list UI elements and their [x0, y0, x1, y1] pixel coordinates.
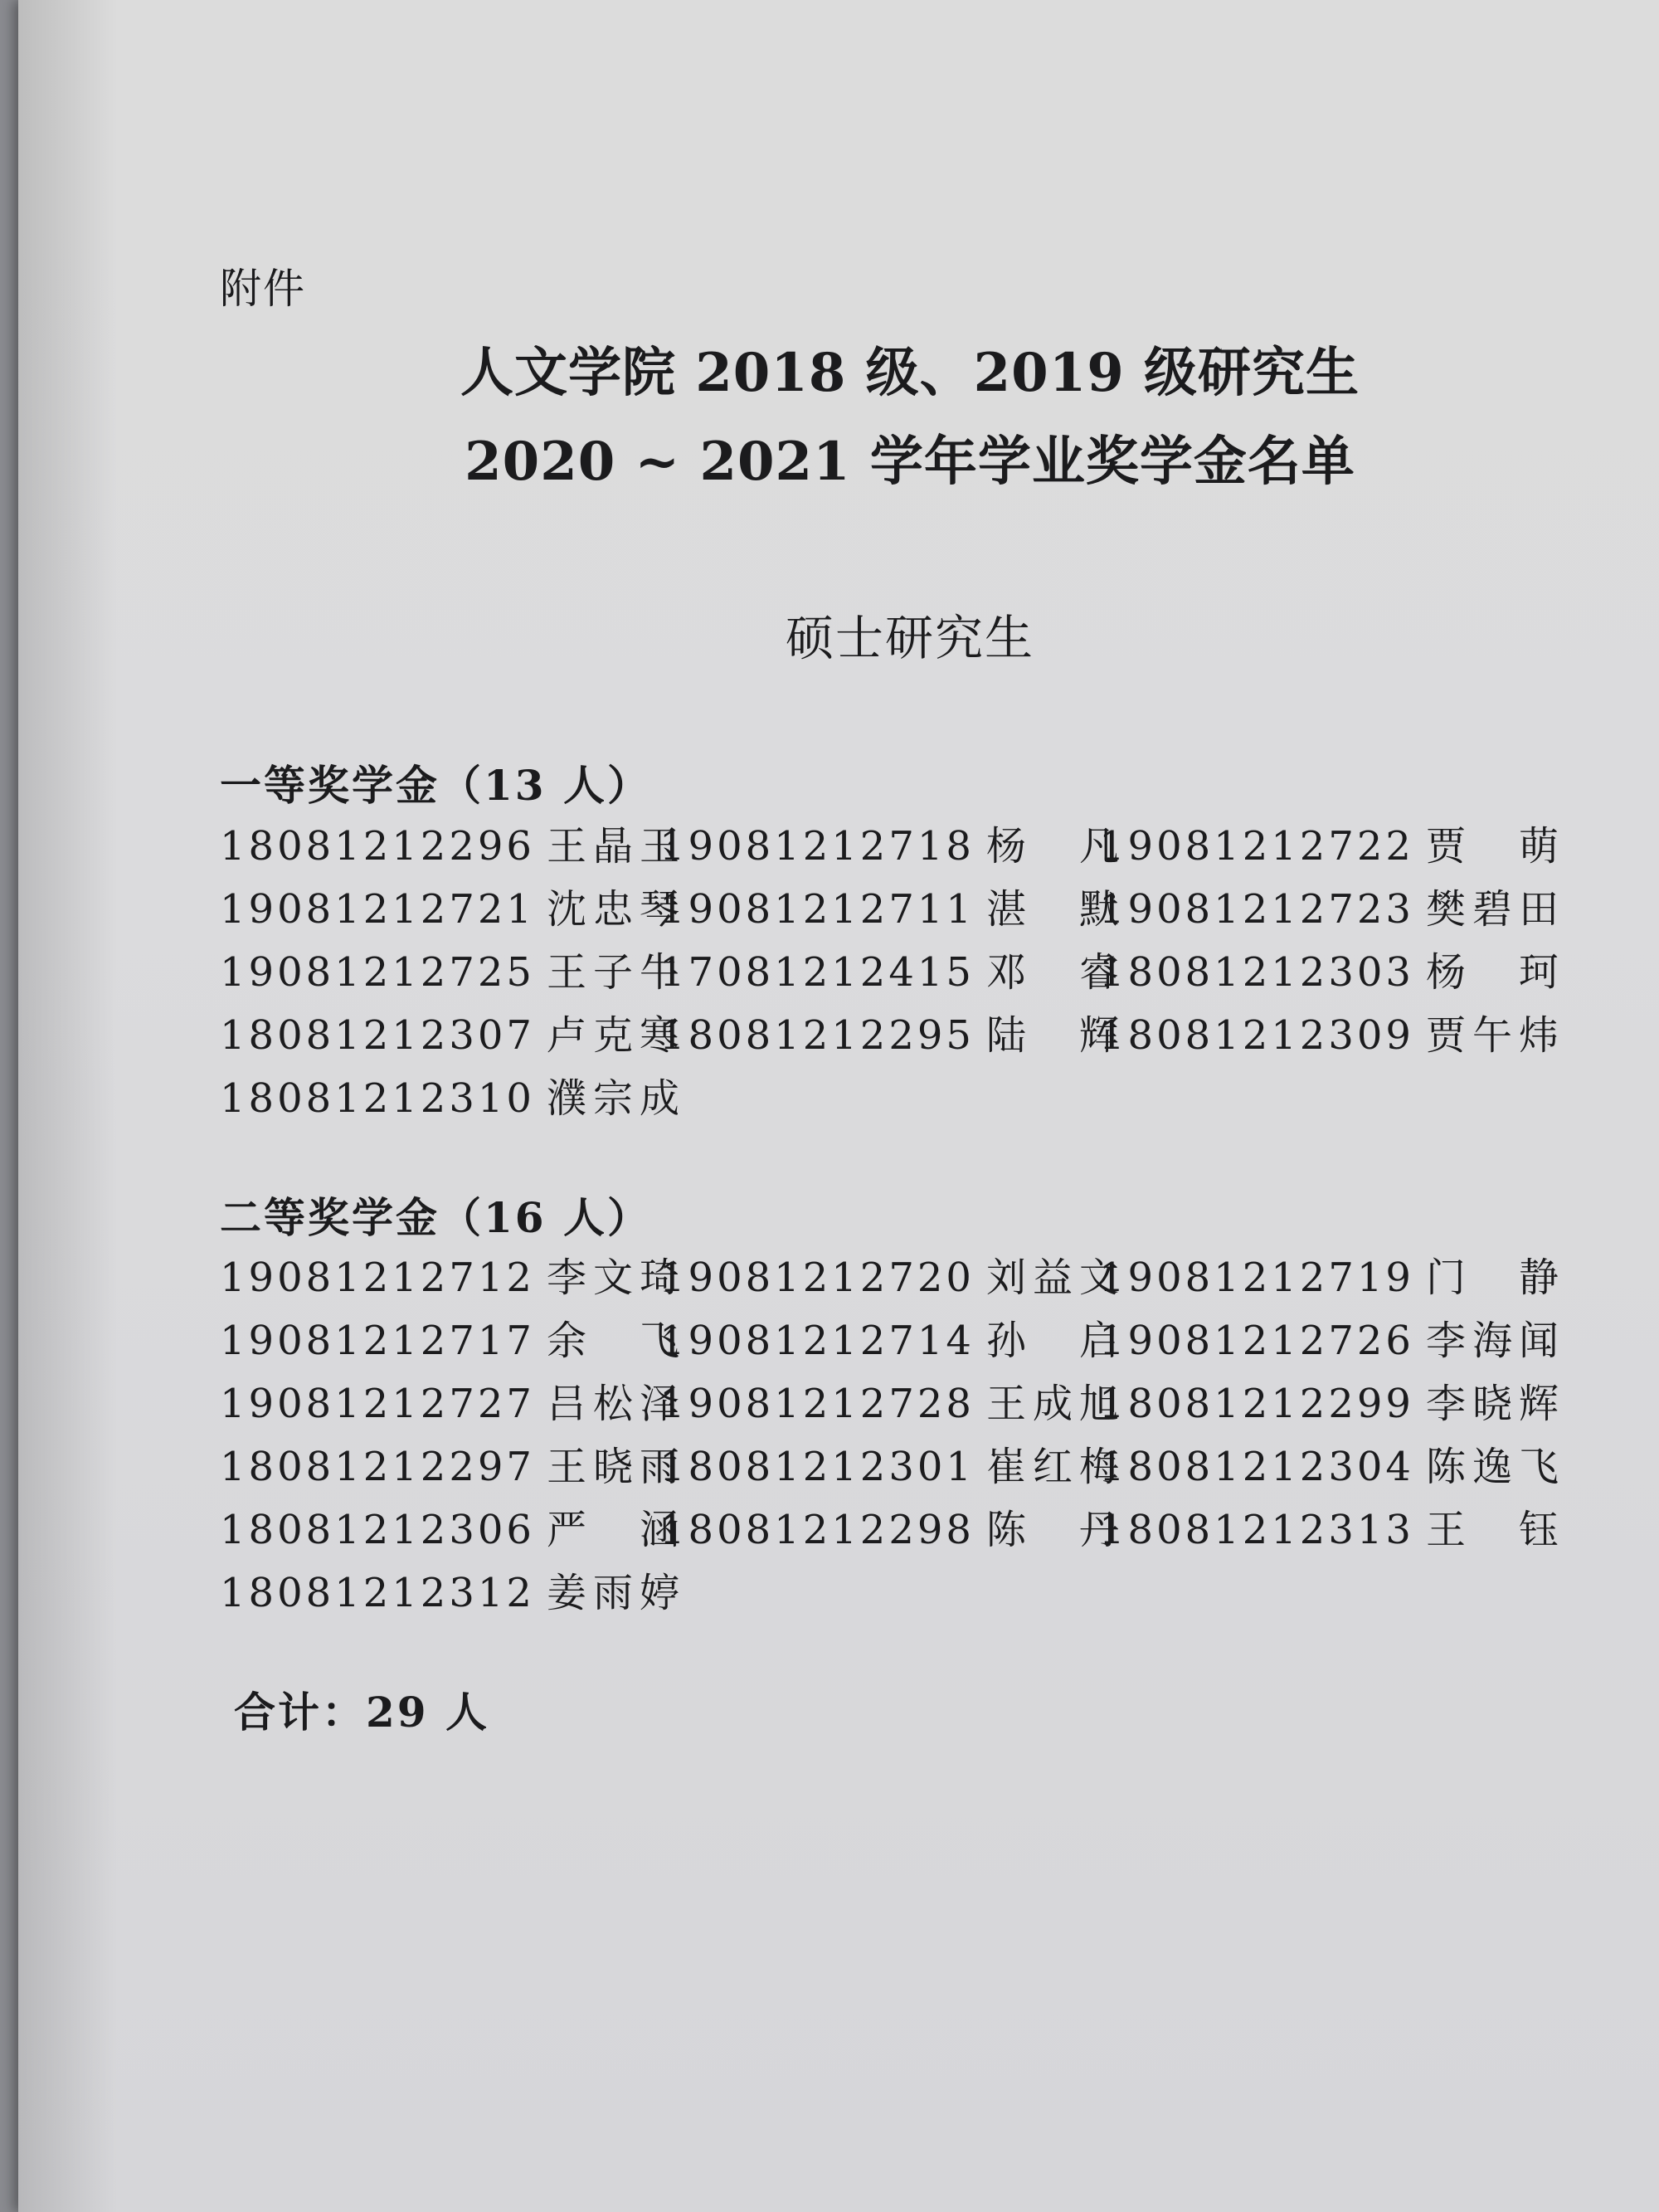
list-row: [220, 811, 1565, 874]
student-entry: [220, 1372, 686, 1429]
student-name: 姜雨婷: [546, 1569, 686, 1616]
student-id: 19081212712: [220, 1254, 535, 1301]
document-title-line-1: 人文学院 2018 级、2019 级研究生: [460, 342, 1360, 404]
first-class-heading: 一等奖学金（13 人）: [220, 761, 651, 810]
student-name: 李海闻: [1425, 1317, 1565, 1364]
document-title-line-2: 2020 ~ 2021 学年学业奖学金名单: [465, 431, 1355, 493]
student-id: 18081212304: [1099, 1443, 1414, 1490]
student-name: 门 静: [1425, 1254, 1565, 1301]
student-name: 邓 睿: [985, 948, 1126, 996]
student-name: 崔红梅: [985, 1443, 1126, 1490]
student-entry: [220, 1561, 686, 1618]
student-id: 19081212719: [1099, 1254, 1414, 1301]
student-name: 孙 启: [985, 1317, 1126, 1364]
section-subtitle: 硕士研究生: [785, 610, 1034, 666]
student-id: 18081212309: [1099, 1011, 1414, 1059]
student-entry: [659, 940, 1126, 997]
student-id: 18081212299: [1099, 1380, 1414, 1427]
student-entry: [659, 814, 1126, 871]
student-name: 杨 凡: [985, 822, 1126, 870]
list-row: [220, 1494, 1565, 1557]
student-entry: [1099, 1245, 1565, 1303]
list-row: [220, 1557, 1547, 1620]
student-id: 19081212727: [220, 1380, 535, 1427]
student-id: 18081212297: [220, 1443, 535, 1490]
student-id: 18081212310: [220, 1074, 535, 1122]
student-entry: [659, 1245, 1126, 1303]
student-id: 18081212296: [220, 822, 535, 870]
student-id: 19081212721: [220, 885, 535, 933]
student-id: 19081212711: [659, 885, 975, 933]
student-entry: [1099, 1308, 1565, 1366]
student-id: 19081212718: [659, 822, 975, 870]
student-id: 18081212295: [659, 1011, 975, 1059]
paper-sheet: [18, 0, 1659, 2212]
student-entry: [220, 814, 686, 871]
student-id: 19081212720: [659, 1254, 975, 1301]
student-entry: [1099, 814, 1565, 871]
student-id: 19081212714: [659, 1317, 975, 1364]
student-entry: [220, 1498, 686, 1555]
student-id: 18081212307: [220, 1011, 535, 1059]
student-entry: [659, 1435, 1126, 1492]
list-row: [220, 874, 1565, 937]
student-id: 19081212728: [659, 1380, 975, 1427]
first-class-list: [220, 811, 1565, 1126]
second-class-list: [220, 1242, 1565, 1620]
student-name: 李文琦: [546, 1254, 686, 1301]
student-name: 王晓雨: [546, 1443, 686, 1490]
student-id: 18081212313: [1099, 1506, 1414, 1553]
student-id: 18081212303: [1099, 948, 1414, 996]
student-id: 19081212722: [1099, 822, 1414, 870]
student-entry: [220, 1308, 686, 1366]
student-entry: [220, 940, 686, 997]
list-row: [220, 1063, 1547, 1126]
student-entry: [659, 877, 1126, 934]
student-id: 18081212298: [659, 1506, 975, 1553]
student-entry: [659, 1003, 1126, 1060]
list-row: [220, 1431, 1565, 1494]
student-id: 18081212312: [220, 1569, 535, 1616]
student-name: 刘益文: [985, 1254, 1126, 1301]
student-entry: [659, 1372, 1126, 1429]
student-id: 17081212415: [659, 948, 975, 996]
student-name: 濮宗成: [546, 1074, 686, 1122]
student-entry: [659, 1308, 1126, 1366]
student-id: 19081212725: [220, 948, 535, 996]
student-entry: [1099, 940, 1565, 997]
student-name: 湛 默: [985, 885, 1126, 933]
second-class-heading: 二等奖学金（16 人）: [220, 1193, 651, 1242]
list-row: [220, 1305, 1565, 1368]
student-name: 吕松泽: [546, 1380, 686, 1427]
list-row: [220, 1242, 1565, 1305]
student-name: 李晓辉: [1425, 1380, 1565, 1427]
student-entry: [220, 1003, 686, 1060]
student-name: 陈 丹: [985, 1506, 1126, 1553]
student-entry: [220, 877, 686, 934]
student-name: 樊碧田: [1425, 885, 1565, 933]
student-entry: [1099, 877, 1565, 934]
student-entry: [659, 1498, 1126, 1555]
student-entry: [1099, 1372, 1565, 1429]
attachment-label: 附件: [220, 265, 306, 313]
list-row: [220, 1368, 1565, 1431]
student-name: 贾午炜: [1425, 1011, 1565, 1059]
list-row: [220, 937, 1565, 1000]
student-name: 卢克寒: [546, 1011, 686, 1059]
student-id: 19081212726: [1099, 1317, 1414, 1364]
student-entry: [220, 1245, 686, 1303]
student-name: 余 飞: [546, 1317, 686, 1364]
student-name: 沈忠琴: [546, 885, 686, 933]
student-entry: [220, 1435, 686, 1492]
student-name: 严 涵: [546, 1506, 686, 1553]
student-name: 王子牛: [546, 948, 686, 996]
student-entry: [1099, 1435, 1565, 1492]
student-id: 19081212723: [1099, 885, 1414, 933]
student-name: 王成旭: [985, 1380, 1126, 1427]
list-row: [220, 1000, 1565, 1063]
student-name: 陈逸飞: [1425, 1443, 1565, 1490]
student-name: 王 钰: [1425, 1506, 1565, 1553]
student-id: 19081212717: [220, 1317, 535, 1364]
student-name: 贾 萌: [1425, 822, 1565, 870]
student-name: 王晶玉: [546, 822, 686, 870]
student-id: 18081212301: [659, 1443, 975, 1490]
total-count: 合计：29 人: [234, 1688, 489, 1737]
student-entry: [220, 1066, 686, 1123]
student-entry: [1099, 1003, 1565, 1060]
student-entry: [1099, 1498, 1565, 1555]
student-id: 18081212306: [220, 1506, 535, 1553]
student-name: 杨 珂: [1425, 948, 1565, 996]
student-name: 陆 辉: [985, 1011, 1126, 1059]
